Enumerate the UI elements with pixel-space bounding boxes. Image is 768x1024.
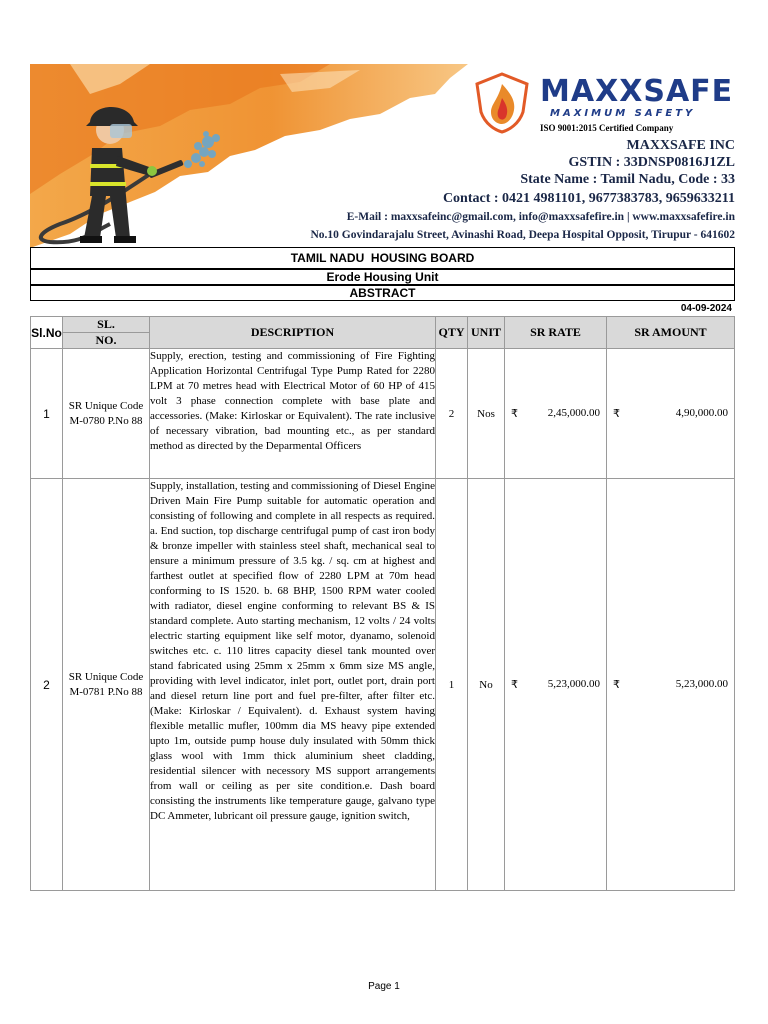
sr-amount-value: 4,90,000.00 (675, 407, 728, 419)
rupee-symbol: ₹ (511, 408, 518, 420)
flame-shield-icon (471, 72, 533, 134)
row-qty: 2 (436, 349, 468, 479)
row-sno: 2 (31, 479, 63, 891)
email-line: E-Mail : maxxsafeinc@gmail.com, info@maxxsafefire.in | www.maxxsafefire.in (346, 211, 735, 223)
organization-title: TAMIL NADU HOUSING BOARD (30, 247, 735, 269)
header-qty: QTY (436, 317, 468, 349)
gstin: GSTIN : 33DNSP0816J1ZL (568, 155, 735, 170)
letterhead (30, 64, 735, 248)
table-row (31, 349, 735, 479)
rupee-symbol: ₹ (613, 408, 620, 420)
page-number: Page 1 (368, 981, 400, 992)
header-sl-bottom: NO. (63, 333, 150, 349)
row-code: SR Unique Code M-0780 P.No 88 (63, 349, 150, 479)
row-sr-rate (505, 479, 607, 891)
address-line: No.10 Govindarajalu Street, Avinashi Road, Deepa Hospital Opposit, Tirupur - 641602 (310, 229, 735, 241)
header-sl-top: SL. (63, 317, 150, 333)
table-header-row (31, 317, 735, 333)
contact-line: Contact : 0421 4981101, 9677383783, 9659633211 (442, 191, 735, 206)
row-sno: 1 (31, 349, 63, 479)
row-code: SR Unique Code M-0781 P.No 88 (63, 479, 150, 891)
table-row (31, 479, 735, 891)
brand-tagline: MAXIMUM SAFETY (550, 108, 696, 119)
row-unit: No (468, 479, 505, 891)
company-name: MAXXSAFE INC (626, 138, 735, 153)
row-qty: 1 (436, 479, 468, 891)
row-sr-amount (607, 349, 735, 479)
unit-title: Erode Housing Unit (30, 269, 735, 285)
header-sr-rate: SR RATE (505, 317, 607, 349)
row-unit: Nos (468, 349, 505, 479)
iso-certification: ISO 9001:2015 Certified Company (540, 123, 674, 133)
rupee-symbol: ₹ (613, 679, 620, 691)
row-description (150, 479, 436, 891)
header-slno: Sl.No (31, 317, 63, 349)
row-sr-amount (607, 479, 735, 891)
header-unit: UNIT (468, 317, 505, 349)
brand-name: MAXXSAFE (540, 74, 734, 109)
state-line: State Name : Tamil Nadu, Code : 33 (520, 172, 735, 187)
header-description: DESCRIPTION (150, 317, 436, 349)
abstract-table (30, 316, 735, 891)
firefighter-hose-icon (30, 64, 230, 248)
row-description: Supply, erection, testing and commissioning of Fire Fighting Application Horizontal Centrifugal Type Pump Rated for 2280 LPM at 70 metres head with Electrical Motor of 60 HP of 415 volt 3 phase connection complete with base plate and accessories. (Make: Kirloskar or Equivalent). The rate inclusive of necessary vibration, bad mounting etc., as per standard method as directed by the Deparmental Officers (150, 349, 436, 479)
sr-rate-value: 5,23,000.00 (547, 678, 600, 690)
sr-rate-value: 2,45,000.00 (547, 407, 600, 419)
sr-amount-value: 5,23,000.00 (675, 678, 728, 690)
row-sr-rate (505, 349, 607, 479)
description-text: Supply, installation, testing and commissioning of Diesel Engine Driven Main Fire Pump suitable for automatic operation and consisting of following and complete in all respects as required. a. End suction, top discharge centrifugal pump of cast iron body & bronze impeller with stainless steel shaft, mechanical seal to ensure a minimum pressure of 3.5 kg. / sq. cm at highest and farthest outlet at specified flow of 2280 LPM at 70m head conforming to IS 1520. b. 68 BHP, 1500 RPM water cooled with radiator, diesel engine conforming to relevant BS & IS standard complete. Auto starting mechanism, 12 volts / 24 volts electric starting equipment like self motor, dyanamo, solenoid switches etc. c. 110 litres capacity diesel tank mounted over stand fabricated using 25mm x 25mm x 6mm size MS angle, providing with level indicator, inlet port, outlet port, drain port and diesel return line port and fuel pre-filter, after filter etc. (Make: Kirloskar / Equivalent). d. Exhaust system having flexible metallic mufler, 100mm dia MS heavy pipe extended upto 1m, outside pump house duly insulated with 50mm thick glass wool with 1mm thick aluminium sheet cladding, residential silencer with necessory MS support arrangements from wall or ceiling as per site condition.e. Dash board consisting the instruments like temperature gauge, galvano type DC Ammeter, lubricant oil pressure gauge, ignition switch, (150, 480, 435, 822)
abstract-title: ABSTRACT (30, 285, 735, 301)
header-sr-amount: SR AMOUNT (607, 317, 735, 349)
rupee-symbol: ₹ (511, 679, 518, 691)
document-date: 04-09-2024 (680, 303, 732, 314)
